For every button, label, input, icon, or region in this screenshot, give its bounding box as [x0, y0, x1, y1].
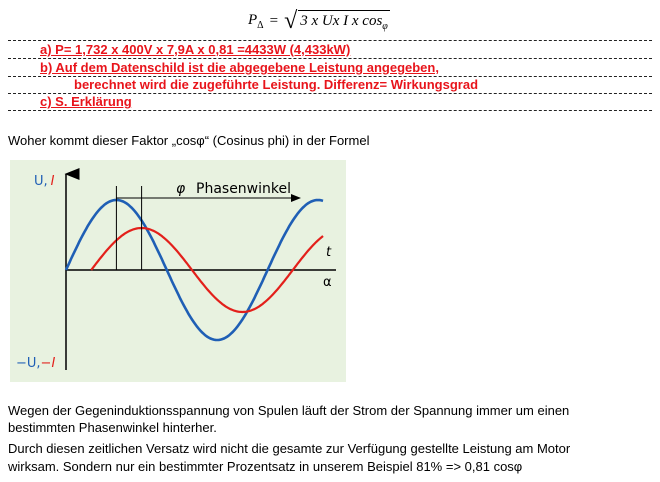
- answer-b-line1: b) Auf dem Datenschild ist die abgegebene Leistung angegeben,: [40, 60, 439, 75]
- divider: [8, 110, 652, 111]
- answer-b-line2: berechnet wird die zugeführte Leistung. Differenz= Wirkungsgrad: [74, 77, 479, 92]
- phi-symbol: φ: [176, 181, 186, 197]
- paragraph-line-1: Wegen der Gegeninduktionsspannung von Spulen läuft der Strom der Spannung immer um einen: [8, 403, 570, 418]
- formula-radicand: 3 x Ux I x $\cos_\varphi$: [298, 10, 390, 32]
- paragraph-line-3: Durch diesen zeitlichen Versatz wird nicht die gesamte zur Verfügung gestellte Leistung am Motor: [8, 441, 571, 456]
- divider: [8, 58, 652, 59]
- answer-c: c) S. Erklärung: [40, 94, 132, 109]
- phase-chart-svg: [10, 160, 346, 382]
- phase-chart: [10, 160, 346, 382]
- paragraph-line-4: wirksam. Sondern nur ein bestimmter Prozentsatz in unserem Beispiel 81% => 0,81 cosφ: [8, 459, 523, 474]
- power-formula: [248, 6, 390, 36]
- y-bottom-label: −U,−I: [16, 356, 56, 371]
- y-top-label: U, I: [34, 174, 55, 189]
- formula-lhs: $P_\Delta$: [248, 11, 264, 31]
- formula-equals: =: [269, 12, 279, 29]
- sqrt-symbol: √: [284, 8, 298, 34]
- answer-a: a) P= 1,732 x 400V x 7,9A x 0,81 =4433W (4,433kW): [40, 42, 351, 57]
- paragraph-line-2: bestimmten Phasenwinkel hinterher.: [8, 420, 217, 435]
- x-label-t: t: [326, 245, 332, 260]
- x-label-alpha: α: [323, 275, 332, 290]
- question-text: Woher kommt dieser Faktor „cosφ“ (Cosinus phi) in der Formel: [8, 133, 370, 148]
- divider: [8, 40, 652, 41]
- phase-angle-label: Phasenwinkel: [196, 181, 291, 197]
